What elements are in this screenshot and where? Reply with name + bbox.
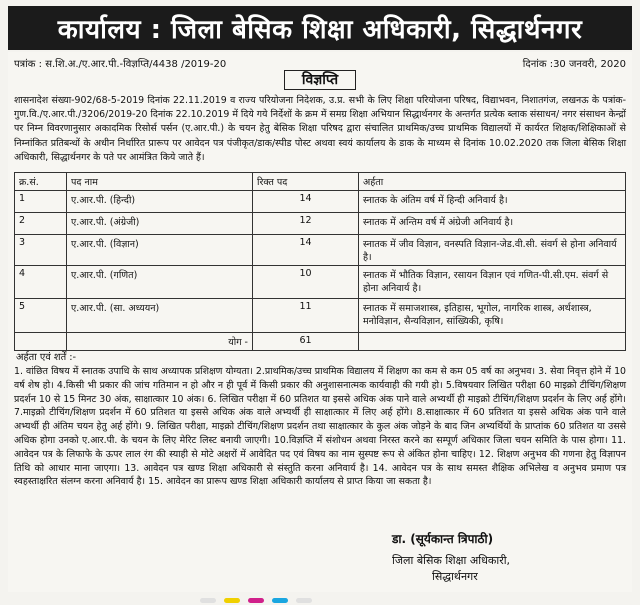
place-line: सिद्धार्थनगर xyxy=(432,570,478,583)
cell-vacancy: 14 xyxy=(253,235,359,266)
cell-post: ए.आर.पी. (अंग्रेजी) xyxy=(67,213,253,235)
table-row xyxy=(15,213,626,235)
cell-empty xyxy=(15,333,67,351)
col-qualification: अर्हता xyxy=(359,173,626,191)
cell-serial: 2 xyxy=(15,213,67,235)
table-total-row xyxy=(15,333,626,351)
cell-post: ए.आर.पी. (विज्ञान) xyxy=(67,235,253,266)
vacancy-table xyxy=(14,172,626,351)
cell-post: ए.आर.पी. (सा. अध्ययन) xyxy=(67,299,253,333)
cell-post: ए.आर.पी. (गणित) xyxy=(67,266,253,299)
total-value: 61 xyxy=(253,333,359,351)
office-header-banner xyxy=(8,6,632,50)
cell-serial: 4 xyxy=(15,266,67,299)
table-row xyxy=(15,266,626,299)
color-mark xyxy=(272,598,288,603)
notice-heading: विज्ञप्ति xyxy=(284,70,356,90)
cell-serial: 3 xyxy=(15,235,67,266)
cell-qualification: स्नातक में समाजशास्त्र, इतिहास, भूगोल, नागरिक शास्त्र, अर्थशास्त्र, मनोविज्ञान, सैन्यविज्ञान, सांख्यिकी, कृषि। xyxy=(359,299,626,333)
cell-vacancy: 11 xyxy=(253,299,359,333)
designation-line: जिला बेसिक शिक्षा अधिकारी, xyxy=(392,554,511,567)
cell-serial: 5 xyxy=(15,299,67,333)
color-mark xyxy=(224,598,240,603)
letter-number: पत्रांक : स.शि.अ./ए.आर.पी.-विज्ञप्ति/4438 /2019-20 xyxy=(14,59,227,70)
total-label: योग - xyxy=(67,333,253,351)
office-title: कार्यालय : जिला बेसिक शिक्षा अधिकारी, सिद्धार्थनगर xyxy=(57,15,583,45)
cell-vacancy: 14 xyxy=(253,191,359,213)
cell-empty xyxy=(359,333,626,351)
color-mark xyxy=(248,598,264,603)
cell-post: ए.आर.पी. (हिन्दी) xyxy=(67,191,253,213)
reference-row xyxy=(14,56,626,70)
terms-heading: अर्हता एवं शर्तें :- xyxy=(16,352,77,363)
table-row xyxy=(15,235,626,266)
table-header-row xyxy=(15,173,626,191)
cell-vacancy: 10 xyxy=(253,266,359,299)
print-color-marks xyxy=(200,598,312,603)
col-post: पद नाम xyxy=(67,173,253,191)
cell-qualification: स्नातक में जीव विज्ञान, वनस्पति विज्ञान-जेड.वी.सी. संवर्ग से होना अनिवार्य है। xyxy=(359,235,626,266)
signatory-designation xyxy=(392,553,592,585)
cell-qualification: स्नातक में अन्तिम वर्ष में अंग्रेजी अनिवार्य है। xyxy=(359,213,626,235)
terms-paragraph: 1. वांछित विषय में स्नातक उपाधि के साथ अध्यापक प्रशिक्षण योग्यता। 2.प्राथमिक/उच्च प्राथमिक विद्यालय में शिक्षण का कम से कम 05 वर्ष का अनुभव। 3. सेवा निवृत्त होने में 10 वर्ष शेष हो। 4.किसी भी प्रकार की जांच गतिमान न हो और न ही पूर्व में किसी प्रकार की अनुशासनात्मक कार्यवाही की गयी हो। 5.विषयवार लिखित परीक्षा 60 माइक्रो टीचिंग/शिक्षण प्रदर्शन 10 से 15 मिनट 30 अंक, साक्षात्कार 10 अंक। 6. लिखित परीक्षा में 60 प्रतिशत या इससे अधिक अंक पाने वाले अभ्यर्थी ही माइक्रो टीचिंग/शिक्षण प्रदर्शन के लिए अर्ह होंगे। 7.माइक्रो टीचिंग/शिक्षण प्रदर्शन में 60 प्रतिशत या इससे अधिक अंक वाले अभ्यर्थी ही साक्षात्कार में लिए अर्ह होंगे। 8.साक्षात्कार में 60 प्रतिशत या इससे अधिक अंक पाने वाले अभ्यर्थी ही अंतिम चयन हेतु अर्ह होंगे। 9. लिखित परीक्षा, माइक्रो टीचिंग/शिक्षण प्रदर्शन तथा साक्षात्कार के कुल अंक जोड़ने के बाद जिन अभ्यर्थियों के प्राप्तांक 60 प्रतिशत या उससे अधिक होगा उनको ए.आर.पी. के चयन के लिए मेरिट लिस्ट बनायी जाएगी। 10.विज्ञप्ति में संशोधन अथवा निरस्त करने का सम्पूर्ण अधिकार जिला चयन समिति के पास होगा। 11. आवेदन पत्र के लिफाफे के ऊपर लाल रंग की स्याही से मोटे अक्षरों में आवेदित पद एवं विषय का नाम सुस्पष्ट रूप से अंकित होना चाहिए। 12. शिक्षण अनुभव की गणना हेतु विज्ञापन तिथि को आधार माना जाएगा। 13. आवेदन पत्र खण्ड शिक्षा अधिकारी से संस्तुति करना अनिवार्य है। 14. आवेदन पत्र के साथ समस्त शैक्षिक अभिलेख व अनुभव प्रमाण पत्र स्वहस्ताक्षरित संलग्न करना अनिवार्य है। 15. आवेदन का प्रारूप खण्ड शिक्षा अधिकारी कार्यालय से प्राप्त किया जा सकता है। xyxy=(14,366,626,488)
cell-qualification: स्नातक में भौतिक विज्ञान, रसायन विज्ञान एवं गणित-पी.सी.एम. संवर्ग से होना अनिवार्य है। xyxy=(359,266,626,299)
cell-qualification: स्नातक के अंतिम वर्ष में हिन्दी अनिवार्य है। xyxy=(359,191,626,213)
signature-block xyxy=(392,530,592,585)
color-mark xyxy=(296,598,312,603)
col-vacancy: रिक्त पद xyxy=(253,173,359,191)
notice-intro-paragraph: शासनादेश संख्या-902/68-5-2019 दिनांक 22.11.2019 व राज्य परियोजना निदेशक, उ.प्र. सभी के लिए शिक्षा परियोजना परिषद, विद्याभवन, निशातगंज, लखनऊ के पत्रांक-गुण.वि./ए.आर.पी./3206/2019-20 दिनांक 22.10.2019 में दिये गये निर्देशों के क्रम में समग्र शिक्षा अभियान सिद्धार्थनगर के अन्तर्गत प्रत्येक ब्लाक संसाधन/ नगर संसाधन केन्द्रों पर निम्न विवरणानुसार अकादमिक रिसोर्स पर्सन (ए.आर.पी.) के चयन हेतु बेसिक शिक्षा परिषद द्वारा संचालित प्राथमिक/उच्च प्राथमिक विद्यालयों में कार्यरत शिक्षक/शिक्षिकाओं से निम्नांकित प्रतिबन्धों के अधीन निर्धारित प्रारूप पर आवेदन पत्र पंजीकृत/डाक/स्पीड पोस्ट अथवा स्वयं कार्यालय के डाक के माध्यम से दिनांक 10.02.2020 तक जिला बेसिक शिक्षा अधिकारी, सिद्धार्थनगर के पते पर आमंत्रित किये जाते हैं। xyxy=(14,95,626,163)
letter-date: दिनांक :30 जनवरी, 2020 xyxy=(522,59,626,70)
notice-document xyxy=(8,52,632,592)
cell-serial: 1 xyxy=(15,191,67,213)
table-row xyxy=(15,191,626,213)
signatory-name: डा. (सूर्यकान्त त्रिपाठी) xyxy=(392,532,494,546)
table-row xyxy=(15,299,626,333)
color-mark xyxy=(200,598,216,603)
col-serial: क्र.सं. xyxy=(15,173,67,191)
cell-vacancy: 12 xyxy=(253,213,359,235)
